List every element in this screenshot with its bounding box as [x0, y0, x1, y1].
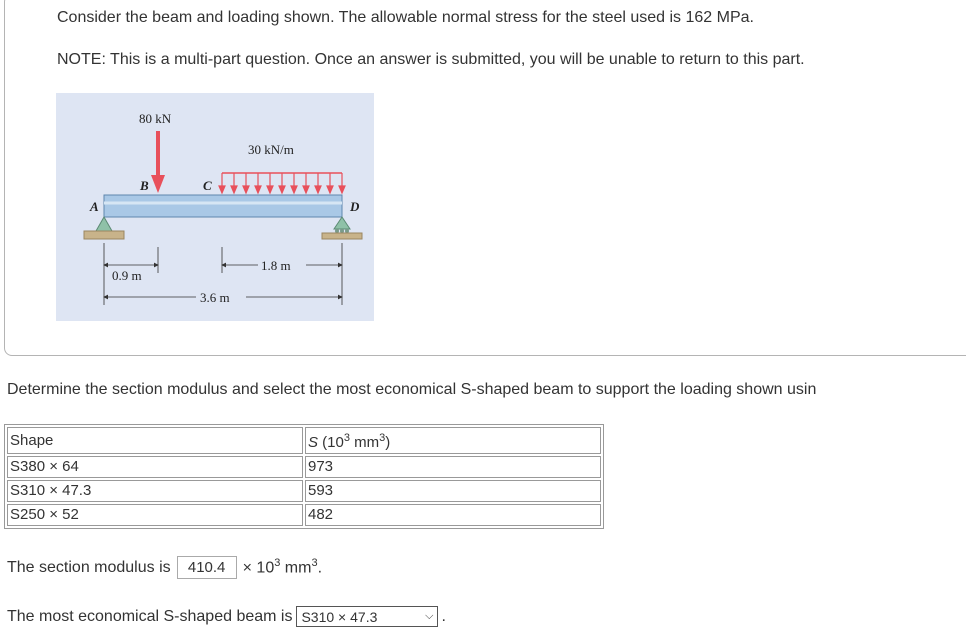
beam-figure: [56, 93, 374, 321]
beam-select-dropdown[interactable]: [296, 606, 438, 627]
pin-support: [96, 217, 112, 231]
section-modulus-answer: The section modulus is 410.4 × $10^3$ $mm^3$.: [7, 556, 322, 579]
header-shape: Shape: [7, 427, 303, 454]
point-d-label: D: [350, 199, 360, 214]
modulus-cell: 482: [305, 504, 601, 526]
shape-cell: S380 × 64: [7, 456, 303, 478]
chevron-down-icon: ⌵: [425, 610, 434, 622]
section-modulus-input[interactable]: 410.4: [177, 556, 237, 579]
point-a-label: A: [90, 199, 99, 214]
shapes-table: [4, 424, 604, 529]
beam: [104, 195, 342, 217]
distributed-load-label: 30 kN/m: [248, 142, 294, 157]
modulus-cell: 593: [305, 480, 601, 502]
modulus-cell: 973: [305, 456, 601, 478]
point-b-label: B: [140, 178, 149, 193]
point-c-label: C: [203, 178, 212, 193]
point-load-label: 80 kN: [139, 111, 172, 126]
beam-selection-answer: The most economical S-shaped beam is S310 × 47.3 ⌵ .: [7, 606, 446, 627]
dim-label-3.6: 3.6 m: [200, 290, 230, 305]
table-row: [7, 456, 601, 478]
header-modulus: S ($10^3$ $mm^3$): [305, 427, 601, 454]
answer-units: × $10^3$ $mm^3$.: [242, 557, 323, 577]
prompt-text: Determine the section modulus and select the most economical S-shaped beam to support the loading shown usin: [7, 381, 817, 398]
beam-diagram: [56, 93, 374, 321]
table-header-row: [7, 427, 601, 454]
dim-label-1.8: 1.8 m: [261, 258, 291, 273]
beam-select-value: S310 × 47.3: [301, 608, 378, 625]
table-row: [7, 504, 601, 526]
problem-statement: Consider the beam and loading shown. The allowable normal stress for the steel used is 162 MPa.: [57, 9, 754, 26]
multipart-note: NOTE: This is a multi-part question. Once an answer is submitted, you will be unable to return to this part.: [57, 51, 805, 68]
dim-label-0.9: 0.9 m: [112, 268, 142, 283]
shape-cell: S250 × 52: [7, 504, 303, 526]
table-row: [7, 480, 601, 502]
shape-cell: S310 × 47.3: [7, 480, 303, 502]
roller-support: [334, 217, 350, 229]
